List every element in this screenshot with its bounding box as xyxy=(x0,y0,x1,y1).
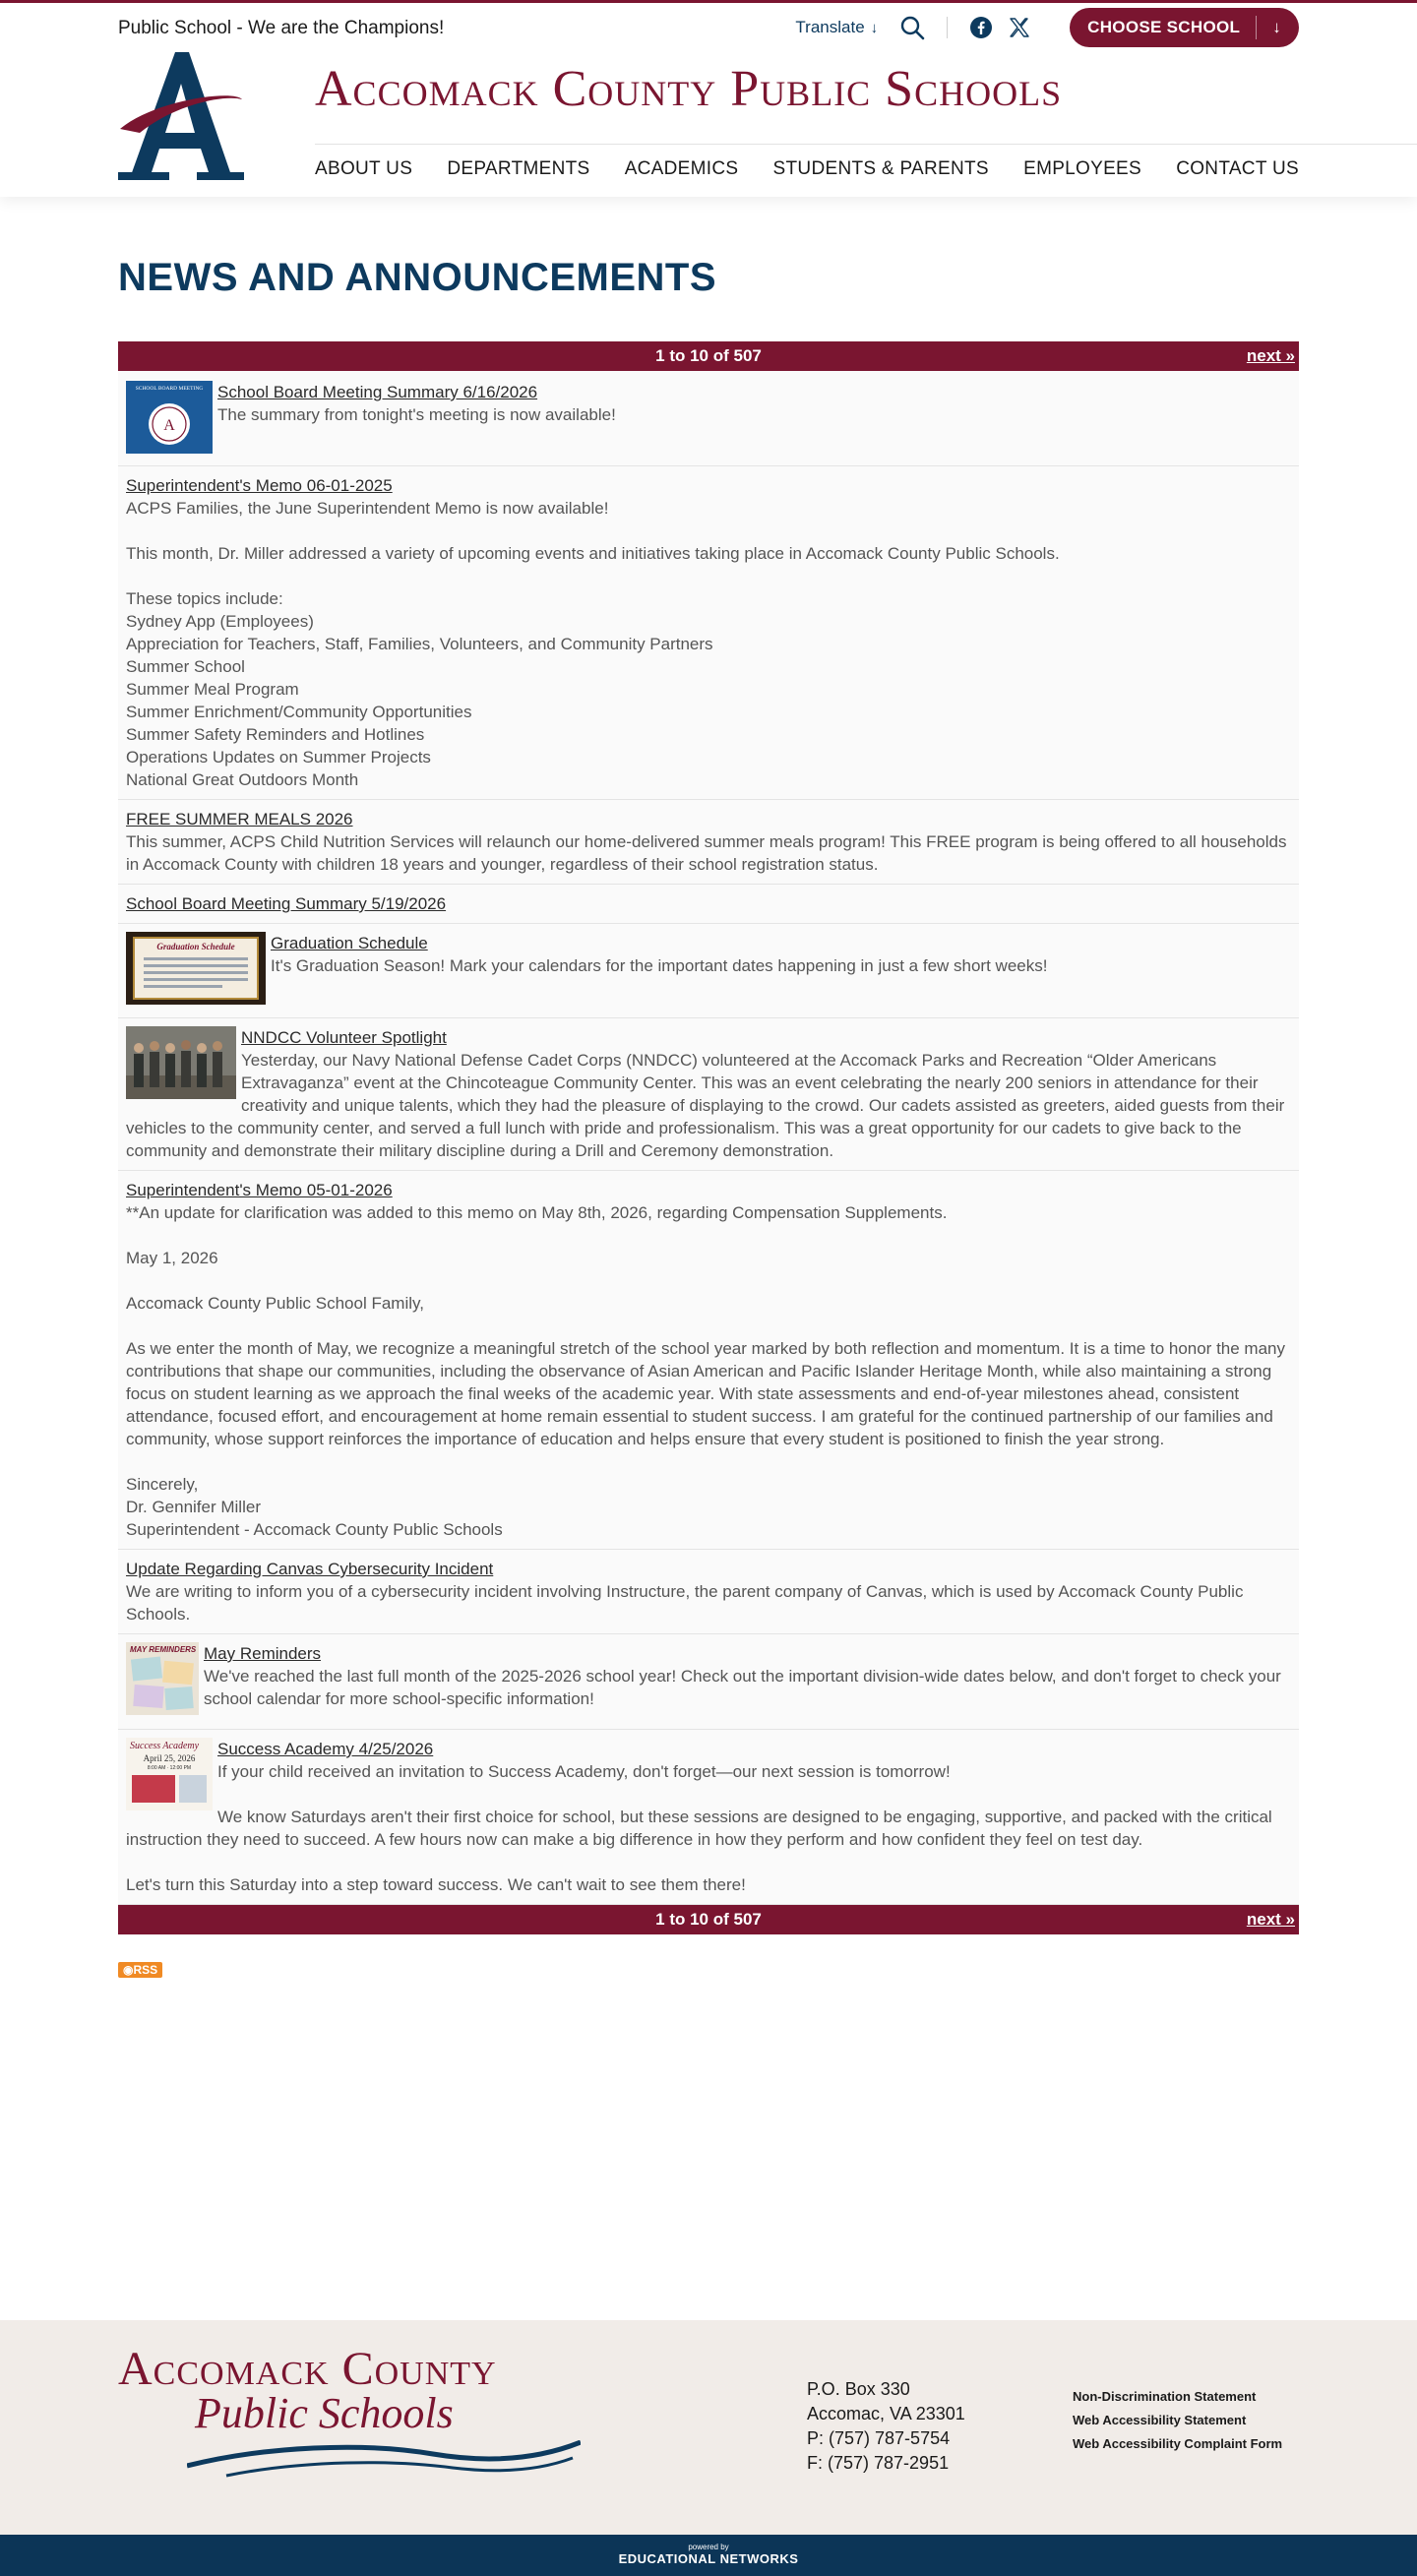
footer-logo-line2: Public Schools xyxy=(195,2389,454,2437)
powered-by-label: powered by xyxy=(688,2543,729,2551)
thumb-date: April 25, 2026 xyxy=(143,1753,196,1763)
site-footer xyxy=(0,2320,1417,2535)
wave-logo-icon xyxy=(187,2440,581,2480)
nav-divider xyxy=(315,144,1417,145)
news-title-link[interactable]: Superintendent's Memo 05-01-2026 xyxy=(126,1181,393,1199)
footer-logo[interactable] xyxy=(118,2342,497,2438)
news-summary: ACPS Families, the June Superintendent Memo is now available! This month, Dr. Miller addressed a variety of upcoming events and initiatives taking place in Accomack County Public Schools. These topics include: Sydney App (Employees) Appreciation for Teachers, Staff, Families, Volunteers, and Community Partners Summer School Summer Meal Program Summer Enrichment/Community Opportunities Summer Safety Reminders and Hotlines Operations Updates on Summer Projects National Great Outdoors Month xyxy=(126,499,1060,789)
button-divider xyxy=(1256,16,1257,39)
news-title-link[interactable]: Update Regarding Canvas Cybersecurity Incident xyxy=(126,1560,494,1578)
translate-button[interactable] xyxy=(795,18,878,37)
news-item xyxy=(118,1730,1299,1905)
news-summary: It's Graduation Season! Mark your calendars for the important dates happening in just a few short weeks! xyxy=(271,956,1048,975)
footer-address xyxy=(807,2377,965,2476)
pager-range: 1 to 10 of 507 xyxy=(655,1910,762,1929)
news-title-link[interactable]: NNDCC Volunteer Spotlight xyxy=(241,1028,447,1047)
rss-feed-button[interactable] xyxy=(118,1962,162,1978)
thumb-time: 8:00 AM · 12:00 PM xyxy=(147,1765,192,1771)
pager-range: 1 to 10 of 507 xyxy=(655,346,762,365)
news-item xyxy=(118,1171,1299,1550)
news-item xyxy=(118,466,1299,800)
site-title-text: Accomack County Public Schools xyxy=(315,61,1063,117)
choose-school-button[interactable] xyxy=(1070,8,1299,47)
news-summary: We are writing to inform you of a cybersecurity incident involving Instructure, the parent company of Canvas, which is used by Accomack County Public Schools. xyxy=(126,1582,1244,1624)
address-line: P.O. Box 330 xyxy=(807,2379,910,2399)
news-title-link[interactable]: FREE SUMMER MEALS 2026 xyxy=(126,810,353,828)
utility-bar xyxy=(795,7,1299,48)
news-title-link[interactable]: Superintendent's Memo 06-01-2025 xyxy=(126,476,393,495)
nav-contact-us[interactable]: CONTACT US xyxy=(1176,158,1299,179)
nav-students-parents[interactable]: STUDENTS & PARENTS xyxy=(772,158,989,179)
success-academy-thumbnail[interactable] xyxy=(126,1738,213,1810)
news-item xyxy=(118,924,1299,1018)
powered-by-bar[interactable] xyxy=(0,2535,1417,2576)
main-content xyxy=(118,197,1299,1979)
non-discrimination-link[interactable]: Non-Discrimination Statement xyxy=(1073,2389,1257,2404)
news-list xyxy=(118,371,1299,1905)
fax-number: F: (757) 787-2951 xyxy=(807,2453,950,2473)
choose-school-label: CHOOSE SCHOOL xyxy=(1087,18,1241,36)
nav-academics[interactable]: ACADEMICS xyxy=(624,158,739,179)
graduation-thumbnail[interactable] xyxy=(126,932,266,1005)
arrow-down-icon: ↓ xyxy=(1272,18,1281,36)
arrow-down-icon: ↓ xyxy=(870,19,879,36)
web-accessibility-link[interactable]: Web Accessibility Statement xyxy=(1073,2413,1247,2427)
news-item xyxy=(118,1634,1299,1730)
pager-top xyxy=(118,341,1299,371)
phone-number[interactable]: P: (757) 787-5754 xyxy=(807,2428,951,2448)
cadets-photo-thumbnail[interactable] xyxy=(126,1026,236,1099)
pager-next-link[interactable]: next » xyxy=(1246,346,1295,365)
board-meeting-thumbnail[interactable] xyxy=(126,381,213,454)
news-item xyxy=(118,885,1299,924)
nav-employees[interactable]: EMPLOYEES xyxy=(1023,158,1142,179)
thumb-caption: Success Academy xyxy=(130,1741,200,1751)
thumb-caption: Graduation Schedule xyxy=(156,942,235,951)
news-summary: We've reached the last full month of the 2025-2026 school year! Check out the important division-wide dates below, and don't forget to check your school calendar for more school-specific information! xyxy=(204,1667,1281,1708)
thumb-caption: SCHOOL BOARD MEETING xyxy=(135,386,204,392)
news-item xyxy=(118,371,1299,466)
news-title-link[interactable]: School Board Meeting Summary 5/19/2026 xyxy=(126,894,447,913)
news-title-link[interactable]: Graduation Schedule xyxy=(271,934,428,952)
may-reminders-thumbnail[interactable] xyxy=(126,1642,199,1715)
address-line: Accomac, VA 23301 xyxy=(807,2404,965,2423)
pager-next-link[interactable]: next » xyxy=(1246,1910,1295,1929)
footer-links xyxy=(1073,2385,1282,2456)
news-summary: If your child received an invitation to Success Academy, don't forget—our next session is tomorrow! We know Saturdays aren't their first choice for school, but these sessions are designed to be engaging, supportive, and packed with the critical instruction they need to succeed. A few hours now can make a big difference in how they perform and how confident they feel on test day. Let's turn this Saturday into a step toward success. We can't wait to see them there! xyxy=(126,1762,1272,1894)
news-title-link[interactable]: May Reminders xyxy=(204,1644,322,1663)
rss-icon: ◉ xyxy=(123,1963,134,1977)
x-twitter-icon[interactable] xyxy=(1009,17,1030,38)
social-links xyxy=(969,16,1030,39)
search-icon[interactable] xyxy=(899,15,925,40)
news-summary: **An update for clarification was added to this memo on May 8th, 2026, regarding Compensation Supplements. May 1, 2026 Accomack County Public School Family, As we enter the month of May, we recognize a meaningful stretch of the school year marked by both reflection and momentum. It is a time to honor the many contributions that shape our communities, including the observance of Asian American and Pacific Islander Heritage Month, while also maintaining a strong focus on student learning as we approach the final weeks of the academic year. With state assessments and end-of-year milestones ahead, consistent attendance, focused effort, and encouragement at home remain essential to student success. I am grateful for the continued partnership of our families and community, whose support reinforces the importance of education and helps ensure that every student is positioned to finish the year strong. Sincerely, Dr. Gennifer Miller Superintendent - Accomack County Public Schools xyxy=(126,1203,1285,1539)
site-header xyxy=(0,0,1417,197)
news-summary: This summer, ACPS Child Nutrition Services will relaunch our home-delivered summer meals program! This FREE program is being offered to all households in Accomack County with children 18 years and younger, regardless of their school registration status. xyxy=(126,832,1287,874)
news-summary: Yesterday, our Navy National Defense Cadet Corps (NNDCC) volunteered at the Accomack Parks and Recreation “Older Americans Extravaganza” event at the Chincoteague Community Center. This was an event celebrating the nearly 200 seniors in attendance for their creativity and unique talents, which they had the pleasure of displaying to the crowd. Our cadets assisted as greeters, aided guests from their vehicles to the community center, and served a full lunch with pride and professionalism. This was a great opportunity for our cadets to give back to the community and demonstrate their military discipline during a Drill and Ceremony demonstration. xyxy=(126,1051,1285,1160)
site-title[interactable] xyxy=(315,60,1062,118)
divider xyxy=(947,17,948,38)
nav-departments[interactable]: DEPARTMENTS xyxy=(447,158,590,179)
thumb-logo-letter: A xyxy=(163,417,175,434)
page-title: NEWS AND ANNOUNCEMENTS xyxy=(118,256,717,299)
footer-logo-line1: Accomack County xyxy=(118,2343,497,2395)
provider-name: EDUCATIONAL NETWORKS xyxy=(618,2551,799,2566)
facebook-icon[interactable] xyxy=(969,16,993,39)
news-title-link[interactable]: School Board Meeting Summary 6/16/2026 xyxy=(217,383,538,401)
nav-about-us[interactable]: ABOUT US xyxy=(315,158,413,179)
header-tagline: Public School - We are the Champions! xyxy=(118,18,445,38)
news-item xyxy=(118,1018,1299,1171)
news-item xyxy=(118,1550,1299,1634)
district-logo-icon[interactable] xyxy=(116,50,244,183)
translate-label: Translate xyxy=(795,18,865,36)
news-summary: The summary from tonight's meeting is now available! xyxy=(217,405,616,424)
pager-bottom xyxy=(118,1905,1299,1934)
rss-label: RSS xyxy=(133,1963,158,1977)
main-nav xyxy=(315,158,1299,180)
accessibility-complaint-link[interactable]: Web Accessibility Complaint Form xyxy=(1073,2436,1283,2451)
news-item xyxy=(118,800,1299,885)
news-title-link[interactable]: Success Academy 4/25/2026 xyxy=(217,1740,434,1758)
thumb-caption: MAY REMINDERS xyxy=(130,1645,197,1654)
